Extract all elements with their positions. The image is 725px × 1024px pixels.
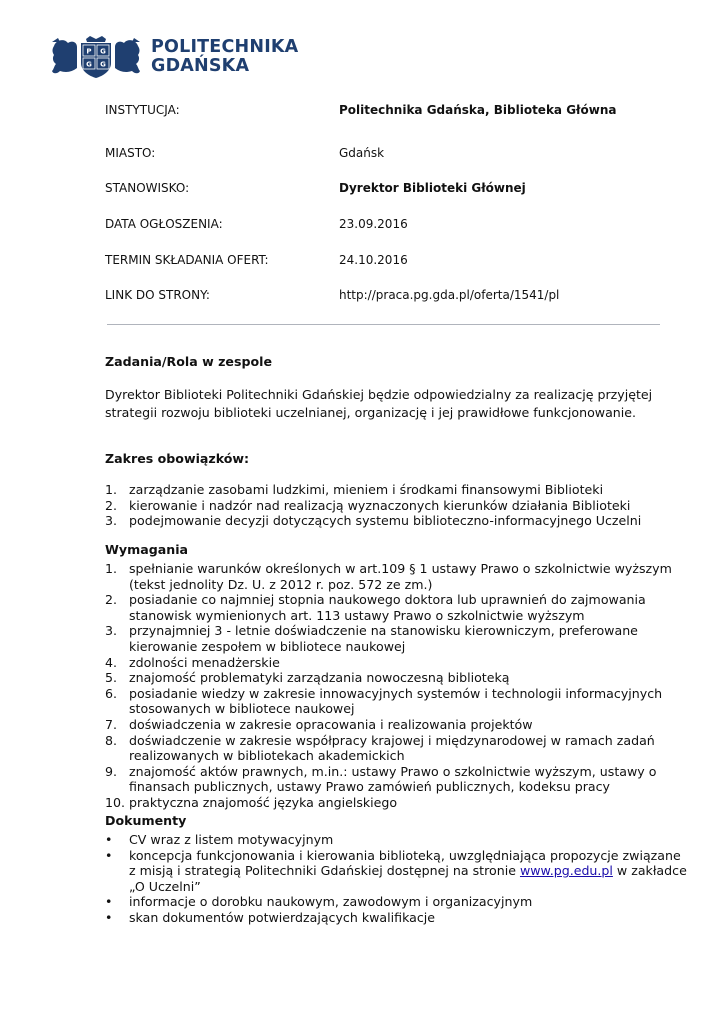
list-number: 5. <box>105 670 118 686</box>
list-item-text: znajomość problematyki zarządzania nowoczesną biblioteką <box>129 670 510 686</box>
list-item-text: realizowanych w bibliotekach akademickich <box>129 748 405 764</box>
requirements-heading: Wymagania <box>105 542 189 557</box>
text-fragment: z misją i strategią Politechniki Gdańskiej dostępnej na stronie <box>129 863 520 879</box>
logo-line-1: POLITECHNIKA <box>151 37 299 57</box>
list-item <box>105 561 685 592</box>
list-number: 2. <box>105 592 118 608</box>
list-item <box>105 795 685 811</box>
duties-heading: Zakres obowiązków: <box>105 451 250 466</box>
list-item <box>105 686 685 717</box>
list-item-text: (tekst jednolity Dz. U. z 2012 r. poz. 572 ze zm.) <box>129 576 433 592</box>
list-item-text: skan dokumentów potwierdzających kwalifikacje <box>129 909 436 925</box>
list-number: 3. <box>105 513 118 529</box>
list-item-text <box>129 863 685 879</box>
list-item-text: znajomość aktów prawnych, m.in.: ustawy Prawo o szkolnictwie wyższym, ustawy o <box>129 763 657 779</box>
list-item-text: kierowanie zespołem w bibliotece naukowej <box>129 638 406 654</box>
list-item <box>105 764 685 795</box>
list-item-text: stosowanych w bibliotece naukowej <box>129 701 355 717</box>
list-number: 4. <box>105 654 118 670</box>
list-item <box>105 910 685 926</box>
info-label-position: STANOWISKO: <box>105 181 190 195</box>
info-value-institution: Politechnika Gdańska, Biblioteka Główna <box>339 103 617 117</box>
role-line: Dyrektor Biblioteki Politechniki Gdańskiej będzie odpowiedzialny za realizację przyjętej <box>105 387 653 402</box>
list-item <box>105 848 685 895</box>
info-label-institution: INSTYTUCJA: <box>105 103 180 117</box>
list-item <box>105 592 685 623</box>
list-item <box>105 670 685 686</box>
list-item-text: kierowanie i nadzór nad realizacją wyznaczonych kierunków działania Biblioteki <box>129 497 631 513</box>
role-line: strategii rozwoju biblioteki uczelnianej, organizację i jej prawidłowe funkcjonowanie. <box>105 405 637 420</box>
role-heading: Zadania/Rola w zespole <box>105 354 272 369</box>
list-item-text: zarządzanie zasobami ludzkimi, mieniem i środkami finansowymi Biblioteki <box>129 482 604 497</box>
info-value-link: http://praca.pg.gda.pl/oferta/1541/pl <box>339 288 560 302</box>
list-item-text: posiadanie wiedzy w zakresie innowacyjnych systemów i technologii informacyjnych <box>129 685 663 701</box>
list-item <box>105 498 685 514</box>
documents-list <box>105 832 685 926</box>
logo-wordmark <box>151 38 298 76</box>
info-label-announcement-date: DATA OGŁOSZENIA: <box>105 217 223 231</box>
list-number: 1. <box>105 482 118 497</box>
divider <box>107 324 660 325</box>
info-label-link: LINK DO STRONY: <box>105 288 210 302</box>
list-item-text: spełnianie warunków określonych w art.109 § 1 ustawy Prawo o szkolnictwie wyższym <box>129 561 672 576</box>
info-value-position: Dyrektor Biblioteki Głównej <box>339 181 526 195</box>
pg-website-link[interactable]: www.pg.edu.pl <box>519 863 613 879</box>
info-value-announcement-date: 23.09.2016 <box>339 217 408 231</box>
list-number: 2. <box>105 497 118 513</box>
list-item-text: posiadanie co najmniej stopnia naukowego doktora lub uprawnień do zajmowania <box>129 592 646 608</box>
shield-letter: G <box>100 60 106 69</box>
list-number: 10. <box>105 794 126 810</box>
list-item <box>105 623 685 654</box>
shield-letter: P <box>86 47 92 56</box>
griffin-shield-emblem-icon <box>50 36 142 78</box>
list-item-text: CV wraz z listem motywacyjnym <box>129 832 334 847</box>
info-label-deadline: TERMIN SKŁADANIA OFERT: <box>105 253 269 267</box>
list-item-text: koncepcja funkcjonowania i kierowania biblioteką, uwzględniająca propozycje związane <box>129 847 681 863</box>
bullet-icon: • <box>105 847 113 863</box>
info-value-deadline: 24.10.2016 <box>339 253 408 267</box>
list-number: 1. <box>105 561 118 576</box>
info-label-city: MIASTO: <box>105 146 156 160</box>
list-item-text: przynajmniej 3 - letnie doświadczenie na stanowisku kierowniczym, preferowane <box>129 623 638 639</box>
bullet-icon: • <box>105 832 113 847</box>
list-item-text: podejmowanie decyzji dotyczących systemu biblioteczno-informacyjnego Uczelni <box>129 513 642 529</box>
list-item <box>105 832 685 848</box>
bullet-icon: • <box>105 909 113 925</box>
list-item-text: doświadczenia w zakresie opracowania i realizowania projektów <box>129 716 533 732</box>
list-item <box>105 513 685 529</box>
list-item-text: zdolności menadżerskie <box>129 654 280 670</box>
shield-letter: G <box>100 47 106 56</box>
list-item <box>105 655 685 671</box>
list-item <box>105 717 685 733</box>
documents-heading: Dokumenty <box>105 813 187 828</box>
info-value-city: Gdańsk <box>339 146 385 160</box>
requirements-list <box>105 561 685 811</box>
list-number: 3. <box>105 623 118 639</box>
list-item-text: stanowisk wymienionych art. 113 ustawy Prawo o szkolnictwie wyższym <box>129 607 585 623</box>
role-paragraph <box>105 386 665 422</box>
list-item-text: praktyczna znajomość języka angielskiego <box>129 794 398 810</box>
bullet-icon: • <box>105 894 113 910</box>
shield-letter: G <box>86 60 92 69</box>
duties-list <box>105 482 685 529</box>
list-item-text: finansach publicznych, ustawy Prawo zamówień publicznych, kodeksu pracy <box>129 779 610 795</box>
list-item <box>105 482 685 498</box>
list-number: 6. <box>105 685 118 701</box>
list-item <box>105 733 685 764</box>
logo-line-2: GDAŃSKA <box>151 56 250 76</box>
list-item-text: informacje o dorobku naukowym, zawodowym i organizacyjnym <box>129 894 533 910</box>
list-item-text: „O Uczelni” <box>129 878 201 894</box>
list-number: 8. <box>105 732 118 748</box>
text-fragment: w zakładce <box>612 863 687 879</box>
list-number: 9. <box>105 763 118 779</box>
list-item <box>105 894 685 910</box>
list-item-text: doświadczenie w zakresie współpracy krajowej i międzynarodowej w ramach zadań <box>129 732 655 748</box>
university-logo <box>50 36 300 78</box>
list-number: 7. <box>105 716 118 732</box>
